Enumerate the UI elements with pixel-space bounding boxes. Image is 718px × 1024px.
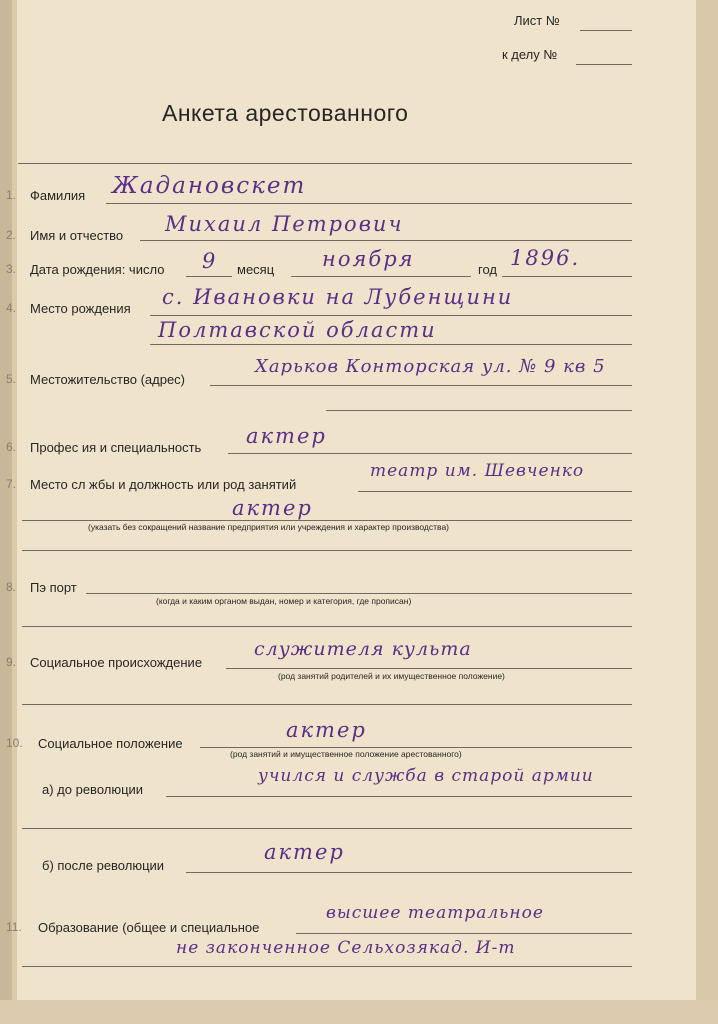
margin-number: 11. <box>6 920 22 934</box>
name-patronymic-label: Имя и отчество <box>30 228 124 243</box>
profession-value: актер <box>246 424 327 448</box>
birth-year-label: год <box>478 262 497 277</box>
residence-line-1 <box>210 385 632 386</box>
education-line-1 <box>296 933 632 934</box>
page-title: Анкета арестованного <box>162 100 409 126</box>
education-value-line2: не законченное Сельхозякад. И-т <box>176 938 516 958</box>
social-status-label: Социальное положение <box>38 736 183 751</box>
after-revolution-value: актер <box>264 840 345 864</box>
before-revolution-line-2 <box>22 828 632 829</box>
social-status-value: актер <box>286 718 367 742</box>
page-fold-shadow <box>12 0 17 1024</box>
birthplace-value-line1: с. Ивановки на Лубенщини <box>162 285 514 309</box>
name-patronymic-line <box>140 240 632 241</box>
case-number-label: к делу № <box>502 47 558 62</box>
workplace-label: Место сл жбы и должность или род занятий <box>30 477 297 492</box>
birthplace-label: Место рождения <box>30 301 131 316</box>
workplace-line-2 <box>22 520 632 521</box>
page-binding-edge <box>0 0 12 1024</box>
birth-date-label: Дата рождения: число <box>30 262 165 277</box>
margin-number: 1. <box>6 188 17 202</box>
case-number-line <box>576 64 632 65</box>
margin-number: 3. <box>6 262 17 276</box>
residence-label: Местожительство (адрес) <box>30 372 186 387</box>
passport-line-1 <box>86 593 632 594</box>
workplace-value-line1: театр им. Шевченко <box>370 461 585 481</box>
birthplace-line-2 <box>150 344 632 345</box>
birth-year-value: 1896. <box>510 246 581 270</box>
margin-number: 5. <box>6 372 17 386</box>
residence-value: Харьков Конторская ул. № 9 кв 5 <box>255 356 606 377</box>
passport-line-2 <box>22 626 632 627</box>
birthplace-value-line2: Полтавской области <box>158 318 437 342</box>
margin-number: 4. <box>6 301 17 315</box>
birth-day-line <box>186 276 232 277</box>
profession-line <box>228 453 632 454</box>
birth-day-value: 9 <box>202 249 218 273</box>
sheet-number-line <box>580 30 632 31</box>
workplace-line-3 <box>22 550 632 551</box>
birth-month-value: ноября <box>322 247 415 271</box>
social-origin-line-2 <box>22 704 632 705</box>
margin-number: 10. <box>6 736 23 750</box>
social-origin-hint: (род занятий родителей и их имущественное положение) <box>278 671 505 681</box>
social-origin-label: Социальное происхождение <box>30 655 203 670</box>
name-patronymic-value: Михаил Петрович <box>165 212 404 236</box>
surname-line <box>106 203 632 204</box>
bottom-margin-shade <box>0 1000 718 1024</box>
after-revolution-label: б) после революции <box>42 858 165 873</box>
margin-number: 9. <box>6 655 17 669</box>
passport-hint: (когда и каким органом выдан, номер и категория, где прописан) <box>156 596 412 606</box>
social-status-line <box>200 747 632 748</box>
margin-number: 2. <box>6 228 17 242</box>
right-margin-shade <box>696 0 718 1024</box>
before-revolution-value: учился и служба в старой армии <box>258 766 594 786</box>
birthplace-line-1 <box>150 315 632 316</box>
birth-year-line <box>502 276 632 277</box>
birth-month-label: месяц <box>237 262 275 277</box>
social-origin-value: служителя культа <box>254 638 472 660</box>
passport-label: Пэ порт <box>30 580 77 595</box>
before-revolution-label: а) до революции <box>42 782 144 797</box>
workplace-value-line2: актер <box>232 496 313 520</box>
title-underline <box>18 163 632 164</box>
surname-label: Фамилия <box>30 188 86 203</box>
workplace-line-1 <box>358 491 632 492</box>
margin-number: 8. <box>6 580 17 594</box>
social-origin-line-1 <box>226 668 632 669</box>
social-status-hint: (род занятий и имущественное положение арестованного) <box>230 749 462 759</box>
birth-month-line <box>291 276 471 277</box>
profession-label: Профес ия и специальность <box>30 440 202 455</box>
after-revolution-line <box>186 872 632 873</box>
before-revolution-line-1 <box>166 796 632 797</box>
surname-value: Жадановскет <box>112 173 307 199</box>
sheet-number-label: Лист № <box>514 13 560 28</box>
education-label: Образование (общее и специальное <box>38 920 260 935</box>
margin-number: 7. <box>6 477 17 491</box>
workplace-hint: (указать без сокращений название предприятия или учреждения и характер производства) <box>88 522 450 532</box>
education-value-line1: высшее театральное <box>326 903 544 923</box>
residence-line-2 <box>326 410 632 411</box>
education-line-2 <box>22 966 632 967</box>
margin-number: 6. <box>6 440 17 454</box>
